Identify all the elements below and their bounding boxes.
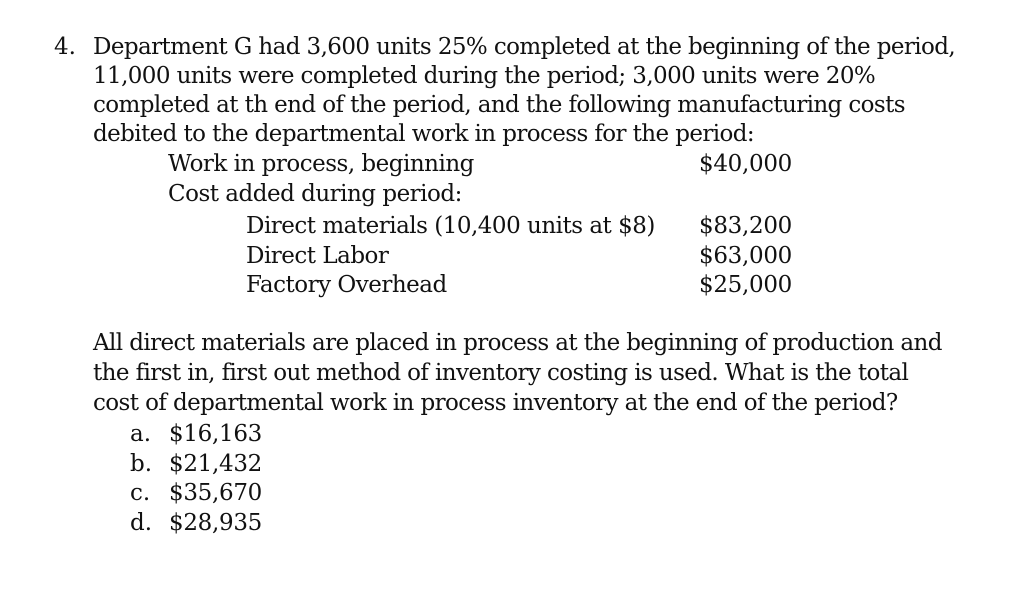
intro-line: 11,000 units were completed during the period; 3,000 units were 20% <box>93 63 876 89</box>
direct-labor-label: Direct Labor <box>246 243 389 269</box>
direct-materials-label: Direct materials (10,400 units at $8) <box>246 213 655 239</box>
intro-line: Department G had 3,600 units 25% completed at the beginning of the period, <box>93 34 956 60</box>
intro-line: completed at th end of the period, and the following manufacturing costs <box>93 92 905 118</box>
prompt-line: the first in, first out method of inventory costing is used. What is the total <box>93 360 909 386</box>
option-value: $28,935 <box>169 510 263 536</box>
direct-labor-amount: $63,000 <box>698 243 792 269</box>
cost-added-label: Cost added during period: <box>168 181 462 207</box>
option-value: $16,163 <box>169 421 263 447</box>
prompt-line: All direct materials are placed in process at the beginning of production and <box>93 330 942 356</box>
factory-overhead-amount: $25,000 <box>698 272 792 298</box>
prompt-line: cost of departmental work in process inventory at the end of the period? <box>93 390 898 416</box>
direct-materials-amount: $83,200 <box>698 213 792 239</box>
option-letter: d. <box>130 510 153 536</box>
wip-beginning-amount: $40,000 <box>698 151 792 177</box>
factory-overhead-label: Factory Overhead <box>246 272 447 298</box>
option-letter: b. <box>130 451 153 477</box>
option-letter: a. <box>130 421 152 447</box>
option-value: $35,670 <box>169 480 263 506</box>
option-letter: c. <box>130 480 151 506</box>
wip-beginning-label: Work in process, beginning <box>168 151 474 177</box>
question-number: 4. <box>54 34 76 60</box>
option-value: $21,432 <box>169 451 263 477</box>
intro-line: debited to the departmental work in process for the period: <box>93 121 755 147</box>
